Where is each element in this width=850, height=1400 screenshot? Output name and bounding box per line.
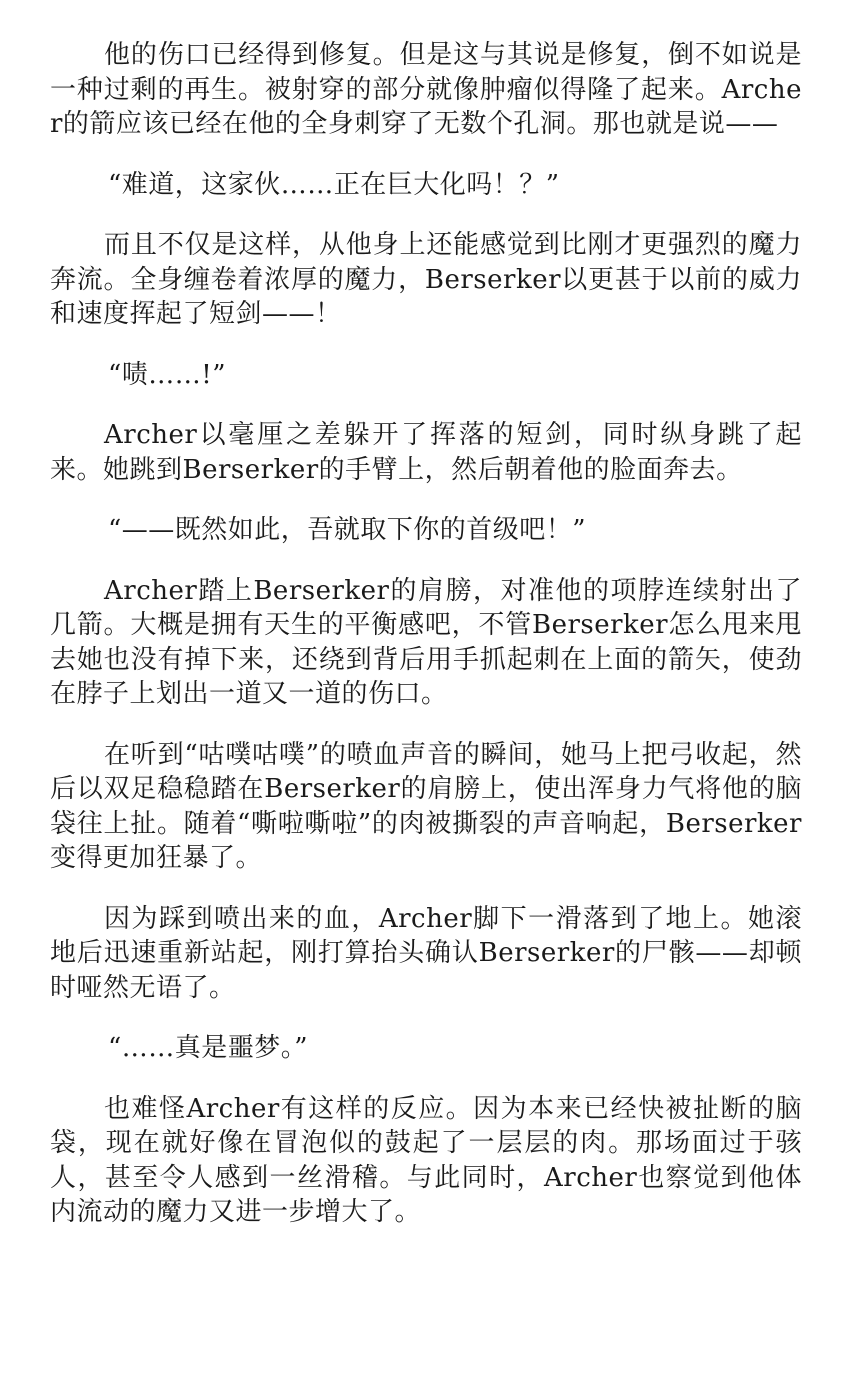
paragraph: 他的伤口已经得到修复。但是这与其说是修复，倒不如说是一种过剩的再生。被射穿的部分就像肿瘤似得隆了起来。Archer的箭应该已经在他的全身刺穿了无数个孔洞。那也就是说—— bbox=[50, 40, 802, 139]
paragraph: 也难怪Archer有这样的反应。因为本来已经快被扯断的脑袋，现在就好像在冒泡似的鼓起了一层层的肉。那场面过于骇人，甚至令人感到一丝滑稽。与此同时，Archer也察觉到他体内流动的魔力又进一步增大了。 bbox=[50, 1093, 802, 1227]
dialogue-line: “……真是噩梦。” bbox=[108, 1033, 309, 1063]
dialogue-line: “——既然如此，吾就取下你的首级吧！” bbox=[108, 515, 587, 545]
paragraph: Archer踏上Berserker的肩膀，对准他的项脖连续射出了几箭。大概是拥有天生的平衡感吧，不管Berserker怎么甩来甩去她也没有掉下来，还绕到背后用手抓起刺在上面的箭矢，使劲在脖子上划出一道又一道的伤口。 bbox=[50, 575, 802, 709]
paragraph: 因为踩到喷出来的血，Archer脚下一滑落到了地上。她滚地后迅速重新站起，刚打算抬头确认Berserker的尸骸——却顿时哑然无语了。 bbox=[50, 903, 802, 1003]
paragraph: Archer以毫厘之差躲开了挥落的短剑，同时纵身跳了起来。她跳到Berserker的手臂上，然后朝着他的脸面奔去。 bbox=[50, 420, 802, 485]
dialogue-line: “难道，这家伙……正在巨大化吗！？” bbox=[108, 169, 560, 200]
paragraph: 在听到“咕噗咕噗”的喷血声音的瞬间，她马上把弓收起，然后以双足稳稳踏在Berserker的肩膀上，使出浑身力气将他的脑袋往上扯。随着“嘶啦嘶啦”的肉被撕裂的声音响起，Berserker变得更加狂暴了。 bbox=[50, 739, 802, 873]
dialogue-line: “啧……!” bbox=[108, 359, 227, 390]
paragraph: 而且不仅是这样，从他身上还能感觉到比刚才更强烈的魔力奔流。全身缠卷着浓厚的魔力，Berserker以更甚于以前的威力和速度挥起了短剑——！ bbox=[50, 230, 802, 329]
page-body bbox=[50, 38, 802, 1256]
